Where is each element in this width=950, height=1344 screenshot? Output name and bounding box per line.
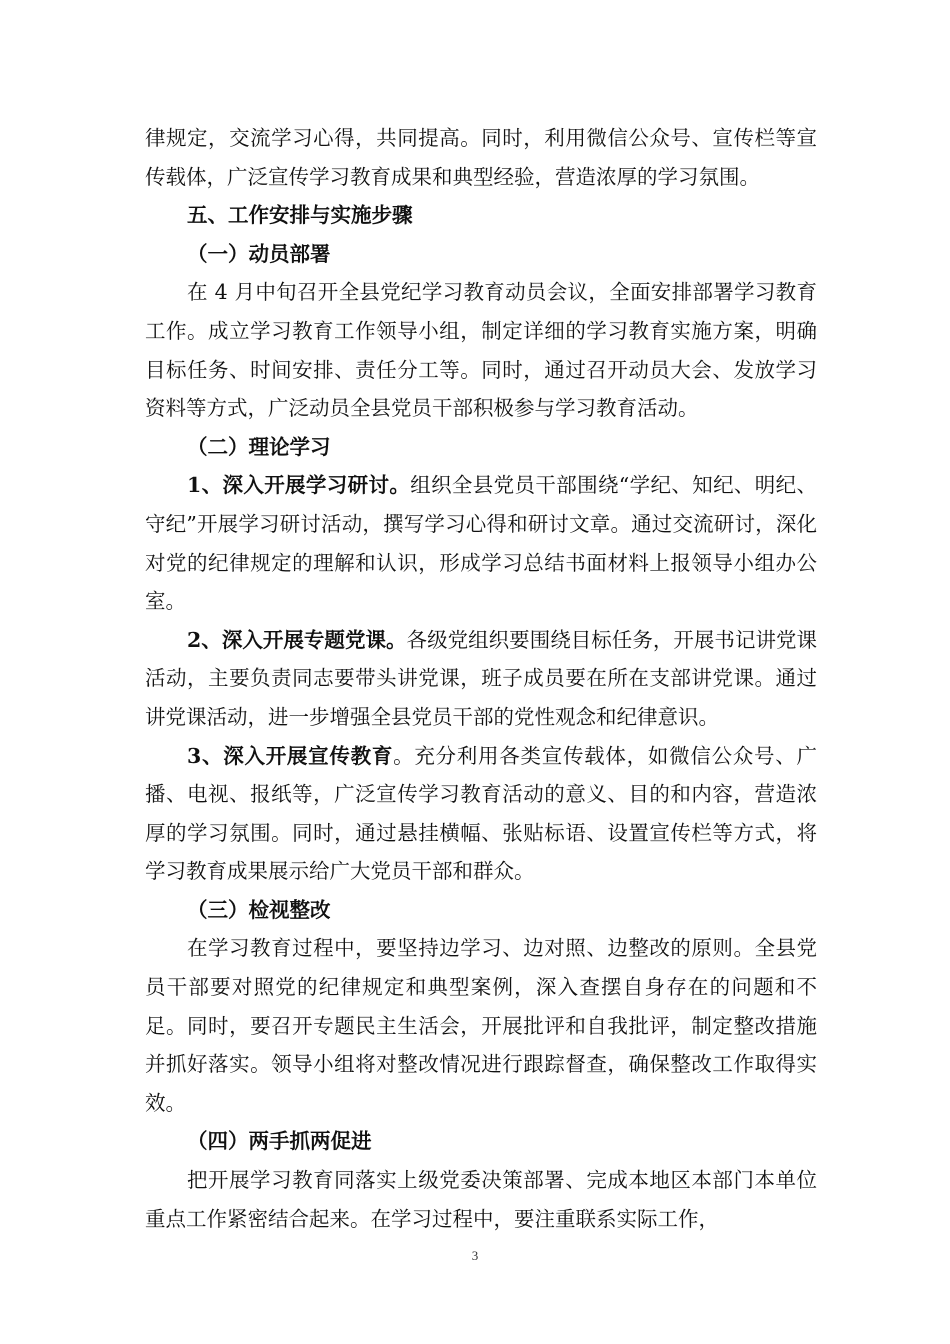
section-heading-five: 五、工作安排与实施步骤 bbox=[187, 203, 413, 228]
paragraph-two-hands: 把开展学习教育同落实上级党委决策部署、完成本地区本部门本单位重点工作紧密结合起来。在学习过程中，要注重联系实际工作， bbox=[145, 1168, 817, 1231]
subheading-theory-study: （二）理论学习 bbox=[187, 434, 331, 459]
paragraph-mobilization: 在 4 月中旬召开全县党纪学习教育动员会议，全面安排部署学习教育工作。成立学习教育工作领导小组，制定详细的学习教育实施方案，明确目标任务、时间安排、责任分工等。同时，通过召开动员大会、发放学习资料等方式，广泛动员全县党员干部积极参与学习教育活动。 bbox=[145, 280, 817, 421]
lead-publicity: 3、深入开展宣传教育 bbox=[187, 743, 394, 768]
text-study-seminar: 组织全县党员干部围绕“学纪、知纪、明纪、守纪”开展学习研讨活动，撰写学习心得和研讨文章。通过交流研讨，深化对党的纪律规定的理解和认识，形成学习总结书面材料上报领导小组办公室。 bbox=[145, 473, 818, 614]
subheading-rectification: （三）检视整改 bbox=[187, 897, 331, 922]
subheading-mobilization: （一）动员部署 bbox=[187, 241, 331, 266]
paragraph-continuation: 律规定，交流学习心得，共同提高。同时，利用微信公众号、宣传栏等宣传载体，广泛宣传学习教育成果和典型经验，营造浓厚的学习氛围。 bbox=[145, 126, 817, 189]
page-number: 3 bbox=[471, 1248, 479, 1263]
document-body bbox=[145, 119, 817, 1238]
text-publicity: 。充分利用各类宣传载体，如微信公众号、广播、电视、报纸等，广泛宣传学习教育活动的意义、目的和内容，营造浓厚的学习氛围。同时，通过悬挂横幅、张贴标语、设置宣传栏等方式，将学习教育成果展示给广大党员干部和群众。 bbox=[145, 743, 818, 884]
text-party-lecture: 各级党组织要围绕目标任务，开展书记讲党课活动，主要负责同志要带头讲党课，班子成员要在所在支部讲党课。通过讲党课活动，进一步增强全县党员干部的党性观念和纪律意识。 bbox=[145, 627, 818, 729]
subheading-two-hands: （四）两手抓两促进 bbox=[187, 1129, 372, 1154]
paragraph-study-seminar bbox=[145, 466, 817, 620]
paragraph-party-lecture bbox=[145, 621, 817, 737]
paragraph-rectification: 在学习教育过程中，要坚持边学习、边对照、边整改的原则。全县党员干部要对照党的纪律规定和典型案例，深入查摆自身存在的问题和不足。同时，要召开专题民主生活会，开展批评和自我批评，制定整改措施并抓好落实。领导小组将对整改情况进行跟踪督查，确保整改工作取得实效。 bbox=[145, 936, 817, 1115]
lead-study-seminar: 1、深入开展学习研讨。 bbox=[187, 473, 411, 498]
lead-party-lecture: 2、深入开展专题党课。 bbox=[187, 627, 407, 652]
paragraph-publicity bbox=[145, 737, 817, 891]
